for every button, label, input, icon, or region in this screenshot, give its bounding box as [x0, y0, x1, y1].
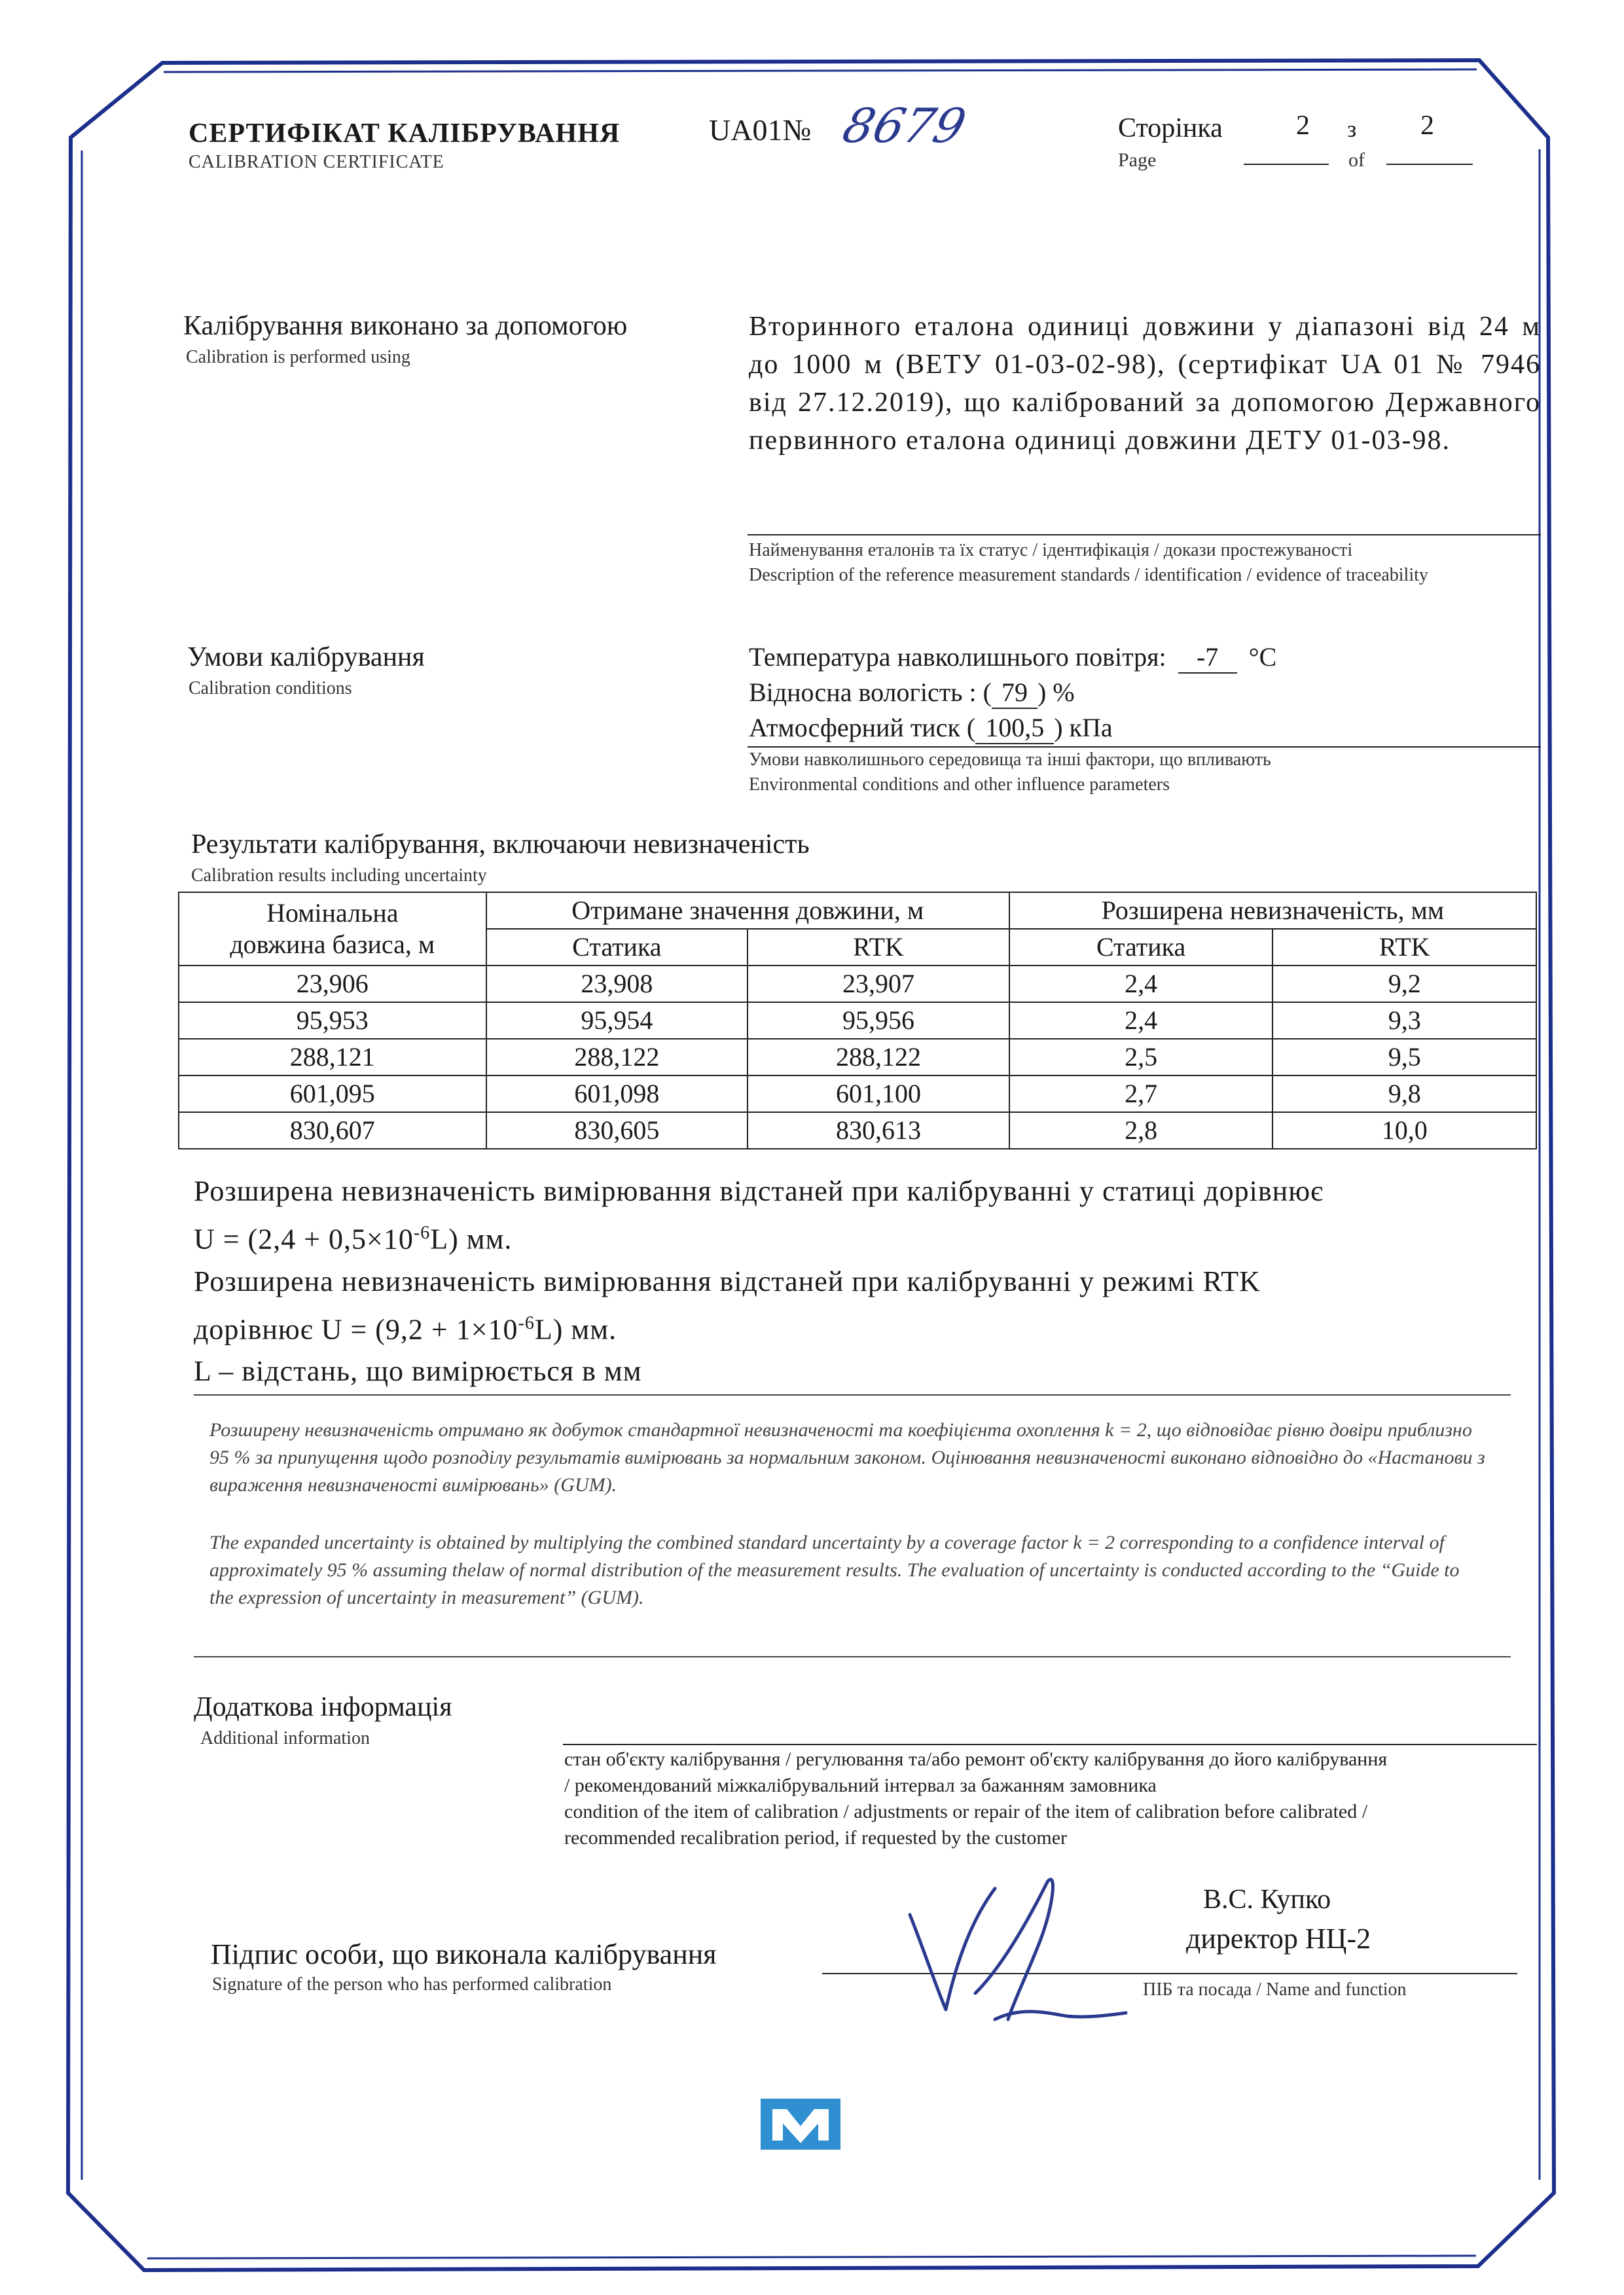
cell-rtk: 23,907: [748, 966, 1009, 1002]
certificate-title-en: CALIBRATION CERTIFICATE: [189, 152, 444, 172]
pressure-line: [749, 712, 1113, 744]
additional-info-label-en: Additional information: [200, 1728, 370, 1748]
table-header-row: [179, 892, 1536, 929]
additional-info-label: Додаткова інформація: [194, 1692, 452, 1722]
cell-nominal: 288,121: [179, 1039, 486, 1075]
distance-definition: L – відстань, що вимірюється в мм: [194, 1355, 642, 1388]
cell-rtk: 95,956: [748, 1002, 1009, 1039]
reference-label-en: Calibration is performed using: [186, 347, 410, 367]
page-of-label-en: of: [1348, 149, 1365, 171]
table-row: [179, 1039, 1536, 1075]
divider-top: [194, 1394, 1511, 1396]
name-function-caption: ПІБ та посада / Name and function: [1143, 1979, 1407, 2000]
uncertainty-static-formula: [194, 1212, 1496, 1261]
signatory-position: директор НЦ-2: [1186, 1923, 1371, 1955]
cell-u-static: 2,4: [1009, 966, 1273, 1002]
pressure-unit: ) кПа: [1054, 713, 1113, 742]
divider-bottom: [194, 1656, 1511, 1657]
page-of-label: з: [1347, 116, 1357, 142]
header-obtained: Отримане значення довжини, м: [486, 892, 1009, 929]
page-current-underline: [1244, 164, 1329, 165]
static-formula-exp: -6: [413, 1223, 431, 1243]
table-row: [179, 1075, 1536, 1112]
header-static: Статика: [486, 929, 748, 966]
conditions-label-en: Calibration conditions: [189, 678, 352, 698]
temperature-value: -7: [1178, 642, 1237, 674]
uncertainty-rtk-formula: [194, 1303, 1496, 1351]
humidity-unit: ) %: [1037, 678, 1075, 707]
uncertainty-static-text: Розширена невизначеність вимірювання відстаней при калібруванні у статиці дорівнює: [194, 1175, 1324, 1207]
temperature-label: Температура навколишнього повітря:: [749, 642, 1166, 672]
static-formula-b: L) мм.: [430, 1223, 513, 1256]
header-u-rtk: RTK: [1272, 929, 1536, 966]
cell-static: 288,122: [486, 1039, 748, 1075]
pressure-value: 100,5: [975, 712, 1054, 744]
cell-u-static: 2,4: [1009, 1002, 1273, 1039]
additional-info-description: [564, 1746, 1387, 1851]
results-title: Результати калібрування, включаючи невизначеність: [191, 829, 810, 859]
cell-nominal: 601,095: [179, 1075, 486, 1112]
uncertainty-rtk-text: Розширена невизначеність вимірювання відстаней при калібруванні у режимі RTK: [194, 1265, 1261, 1297]
cell-static: 601,098: [486, 1075, 748, 1112]
cell-nominal: 95,953: [179, 1002, 486, 1039]
static-formula-a: U = (2,4 + 0,5×10: [194, 1223, 414, 1256]
handwritten-signature: [897, 1869, 1146, 2039]
additional-desc-en-1: condition of the item of calibration / adjustments or repair of the item of calibration before calibrated /: [564, 1801, 1368, 1822]
header-nominal-line1: Номінальна: [266, 898, 399, 928]
cell-nominal: 23,906: [179, 966, 486, 1002]
results-title-en: Calibration results including uncertainty: [191, 865, 487, 886]
rtk-formula-a: дорівнює U = (9,2 + 1×10: [194, 1313, 518, 1346]
header-uncertainty: Розширена невизначеність, мм: [1009, 892, 1536, 929]
note-en: The expanded uncertainty is obtained by multiplying the combined standard uncertainty by a coverage factor k = 2 corresponding to a confidence interval of approximately 95 % assuming thelaw of normal distribution of the measurement results. The evaluation of uncertainty is conducted according to the “Guide to the expression of uncertainty in measurement” (GUM).: [209, 1532, 1460, 1608]
table-row: [179, 1112, 1536, 1149]
cell-nominal: 830,607: [179, 1112, 486, 1149]
certificate-number-prefix: UA01№: [709, 113, 812, 147]
humidity-label: Відносна вологість : (: [749, 678, 992, 707]
signatory-name: В.С. Купко: [1203, 1885, 1331, 1915]
pressure-label: Атмосферний тиск (: [749, 713, 976, 742]
reference-description-en: Description of the reference measurement standards / identification / evidence of traceability: [749, 565, 1428, 585]
cell-u-rtk: 9,2: [1272, 966, 1536, 1002]
reference-underline: [748, 534, 1541, 535]
conditions-label: Умови калібрування: [187, 642, 425, 672]
cell-rtk: 830,613: [748, 1112, 1009, 1149]
certificate-number-handwritten: 8679: [837, 98, 971, 153]
humidity-line: [749, 677, 1075, 709]
page-label: Сторінка: [1118, 113, 1223, 143]
temperature-unit: °С: [1248, 642, 1277, 672]
signature-label-en: Signature of the person who has performed calibration: [212, 1974, 612, 1995]
page-current: 2: [1296, 111, 1310, 141]
cell-static: 830,605: [486, 1112, 748, 1149]
cell-u-rtk: 9,3: [1272, 1002, 1536, 1039]
table-row: [179, 1002, 1536, 1039]
header-nominal-line2: довжина базиса, м: [230, 930, 435, 959]
results-table: [178, 892, 1537, 1149]
organization-logo: [758, 2095, 843, 2154]
additional-desc-uk-1: стан об'єкту калібрування / регулювання та/або ремонт об'єкту калібрування до його калібрування: [564, 1748, 1388, 1770]
cell-u-rtk: 9,5: [1272, 1039, 1536, 1075]
cell-static: 95,954: [486, 1002, 748, 1039]
additional-desc-en-2: recommended recalibration period, if requested by the customer: [564, 1827, 1068, 1849]
header-nominal: [179, 892, 486, 966]
header-u-static: Статика: [1009, 929, 1273, 966]
humidity-value: 79: [992, 677, 1038, 709]
additional-info-underline: [563, 1744, 1537, 1745]
cell-u-static: 2,7: [1009, 1075, 1273, 1112]
page-total: 2: [1420, 111, 1434, 141]
rtk-formula-exp: -6: [518, 1312, 535, 1333]
certificate-title: СЕРТИФІКАТ КАЛІБРУВАННЯ: [189, 118, 621, 149]
cell-u-rtk: 9,8: [1272, 1075, 1536, 1112]
note-uk: Розширену невизначеність отримано як добуток стандартної невизначеності та коефіцієнта охоплення k = 2, що відповідає рівню довіри приблизно 95 % за припущення щодо розподілу результатів вимірювань за нормальним законом. Оцінювання невизначеності виконано відповідно до «Настанови з вираження невизначеності вимірювань» (GUM).: [209, 1419, 1485, 1496]
page-total-underline: [1386, 164, 1473, 165]
cell-static: 23,908: [486, 966, 748, 1002]
signature-label: Підпис особи, що виконала калібрування: [211, 1938, 717, 1970]
reference-description: [749, 538, 1495, 588]
table-row: [179, 966, 1536, 1002]
reference-standards-text: Вторинного еталона одиниці довжини у діапазоні від 24 м до 1000 м (ВЕТУ 01-03-02-98), (сертифікат UA 01 № 7946 від 27.12.2019), що калібрований за допомогою Державного первинного еталона одиниці довжини ДЕТУ 01-03-98.: [749, 312, 1541, 456]
temperature-line: [749, 642, 1276, 674]
conditions-description-uk: Умови навколишнього середовища та інші фактори, що впливають: [749, 750, 1271, 770]
cell-u-rtk: 10,0: [1272, 1112, 1536, 1149]
conditions-description: [749, 748, 1271, 797]
reference-description-uk: Найменування еталонів та їх статус / ідентифікація / докази простежуваності: [749, 540, 1353, 560]
uncertainty-statements: [194, 1170, 1496, 1392]
cell-u-static: 2,8: [1009, 1112, 1273, 1149]
cell-rtk: 601,100: [748, 1075, 1009, 1112]
cell-u-static: 2,5: [1009, 1039, 1273, 1075]
conditions-description-en: Environmental conditions and other influence parameters: [749, 774, 1170, 795]
additional-desc-uk-2: / рекомендований міжкалібрувальний інтервал за бажанням замовника: [564, 1775, 1157, 1796]
reference-label: Калібрування виконано за допомогою: [183, 311, 628, 341]
page-label-en: Page: [1118, 149, 1157, 171]
cell-rtk: 288,122: [748, 1039, 1009, 1075]
header-rtk: RTK: [748, 929, 1009, 966]
rtk-formula-b: L) мм.: [534, 1313, 617, 1346]
